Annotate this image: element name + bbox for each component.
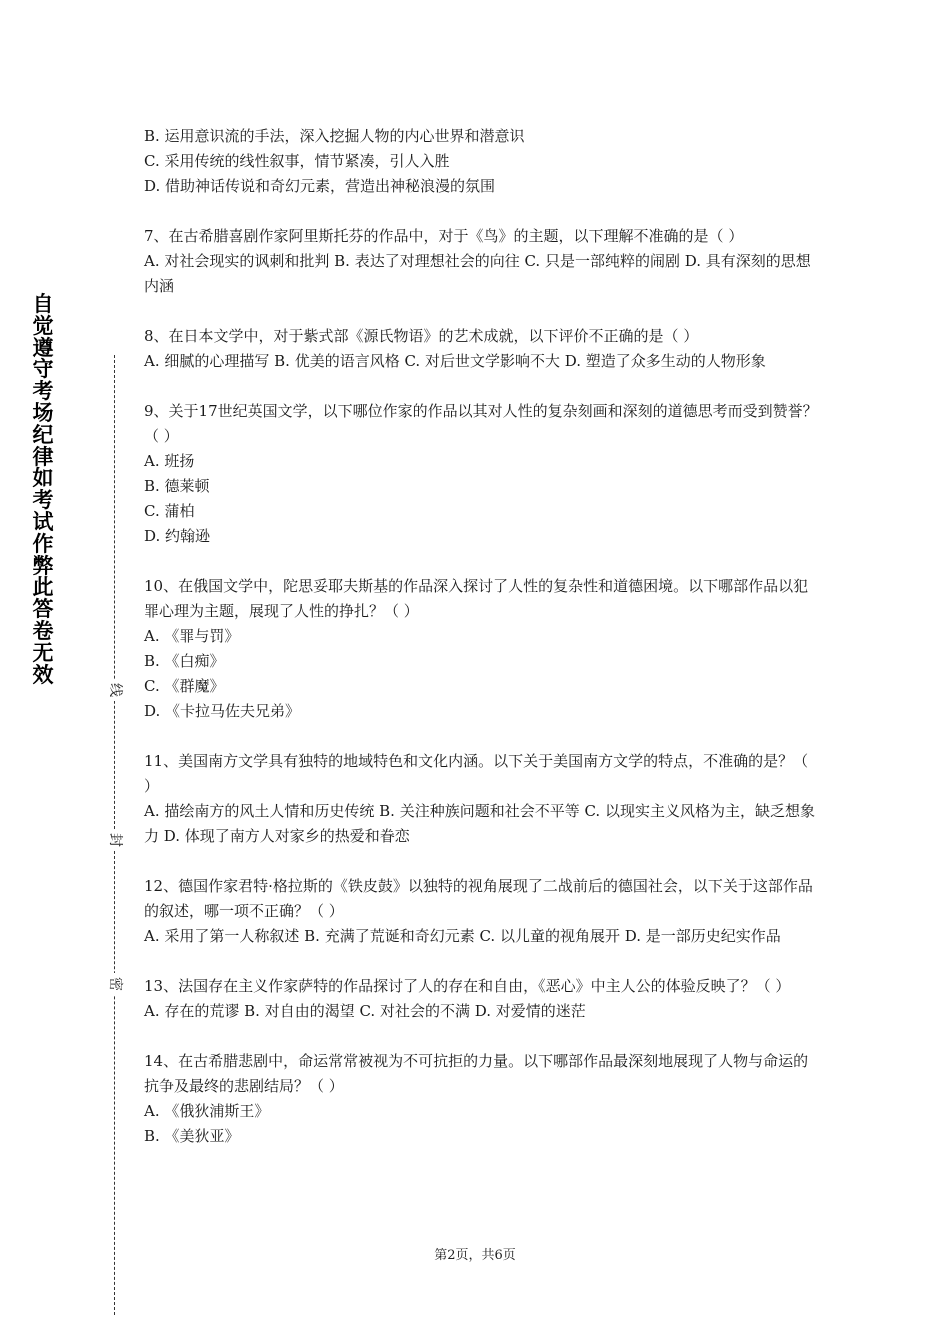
option-line: A. 《俄狄浦斯王》 — [144, 1102, 270, 1120]
binding-mark-seal: 封 — [104, 829, 126, 851]
option-line: D. 借助神话传说和奇幻元素，营造出神秘浪漫的氛围 — [144, 177, 496, 195]
option-line: D. 约翰逊 — [144, 527, 211, 545]
option-line: A. 《罪与罚》 — [144, 627, 240, 645]
option-line: A. 班扬 — [144, 452, 195, 470]
question-13 — [144, 974, 818, 1024]
question-11 — [144, 749, 818, 849]
option-line: B. 德莱顿 — [144, 477, 210, 495]
binding-mark-line: 线 — [104, 679, 126, 701]
question-stem: 8、在日本文学中，对于紫式部《源氏物语》的艺术成就，以下评价不正确的是（ ） — [144, 327, 699, 345]
binding-mark-dense: 密 — [104, 973, 126, 995]
question-stem: 9、关于17世纪英国文学，以下哪位作家的作品以其对人性的复杂刻画和深刻的道德思考而受到赞誉？（ ） — [144, 402, 818, 445]
option-line: C. 采用传统的线性叙事，情节紧凑，引人入胜 — [144, 152, 450, 170]
page-number: 第2页，共6页 — [434, 1248, 516, 1263]
option-line: A. 描绘南方的风土人情和历史传统 B. 关注种族问题和社会不平等 C. 以现实主义风格为主，缺乏想象力 D. 体现了南方人对家乡的热爱和眷恋 — [144, 802, 815, 845]
leading-options — [144, 124, 818, 199]
question-stem: 11、美国南方文学具有独特的地域特色和文化内涵。以下关于美国南方文学的特点，不准确的是？（ ） — [144, 752, 809, 795]
option-line: B. 《美狄亚》 — [144, 1127, 240, 1145]
question-10 — [144, 574, 818, 724]
option-line: A. 细腻的心理描写 B. 优美的语言风格 C. 对后世文学影响不大 D. 塑造了众多生动的人物形象 — [144, 352, 766, 370]
option-line: B. 运用意识流的手法，深入挖掘人物的内心世界和潜意识 — [144, 127, 525, 145]
question-9 — [144, 399, 818, 549]
question-7 — [144, 224, 818, 299]
question-stem: 10、在俄国文学中，陀思妥耶夫斯基的作品深入探讨了人性的复杂性和道德困境。以下哪部作品以犯罪心理为主题，展现了人性的挣扎？（ ） — [144, 577, 809, 620]
question-stem: 12、德国作家君特·格拉斯的《铁皮鼓》以独特的视角展现了二战前后的德国社会，以下关于这部作品的叙述，哪一项不正确？（ ） — [144, 877, 813, 920]
option-line: A. 采用了第一人称叙述 B. 充满了荒诞和奇幻元素 C. 以儿童的视角展开 D. 是一部历史纪实作品 — [144, 927, 781, 945]
question-content — [144, 124, 818, 1149]
option-line: C. 蒲柏 — [144, 502, 195, 520]
question-stem: 14、在古希腊悲剧中，命运常常被视为不可抗拒的力量。以下哪部作品最深刻地展现了人物与命运的抗争及最终的悲剧结局？（ ） — [144, 1052, 809, 1095]
question-14 — [144, 1049, 818, 1149]
option-line: A. 存在的荒谬 B. 对自由的渴望 C. 对社会的不满 D. 对爱情的迷茫 — [144, 1002, 586, 1020]
question-stem: 7、在古希腊喜剧作家阿里斯托芬的作品中，对于《鸟》的主题，以下理解不准确的是（ ） — [144, 227, 744, 245]
exam-discipline-notice: 自觉遵守考场纪律如考试作弊此答卷无效 — [32, 292, 54, 687]
option-line: C. 《群魔》 — [144, 677, 225, 695]
option-line: B. 《白痴》 — [144, 652, 225, 670]
question-stem: 13、法国存在主义作家萨特的作品探讨了人的存在和自由，《恶心》中主人公的体验反映了？（ ） — [144, 977, 791, 995]
option-line: D. 《卡拉马佐夫兄弟》 — [144, 702, 301, 720]
question-8 — [144, 324, 818, 374]
question-12 — [144, 874, 818, 949]
option-line: A. 对社会现实的讽刺和批判 B. 表达了对理想社会的向往 C. 只是一部纯粹的闹剧 D. 具有深刻的思想内涵 — [144, 252, 811, 295]
